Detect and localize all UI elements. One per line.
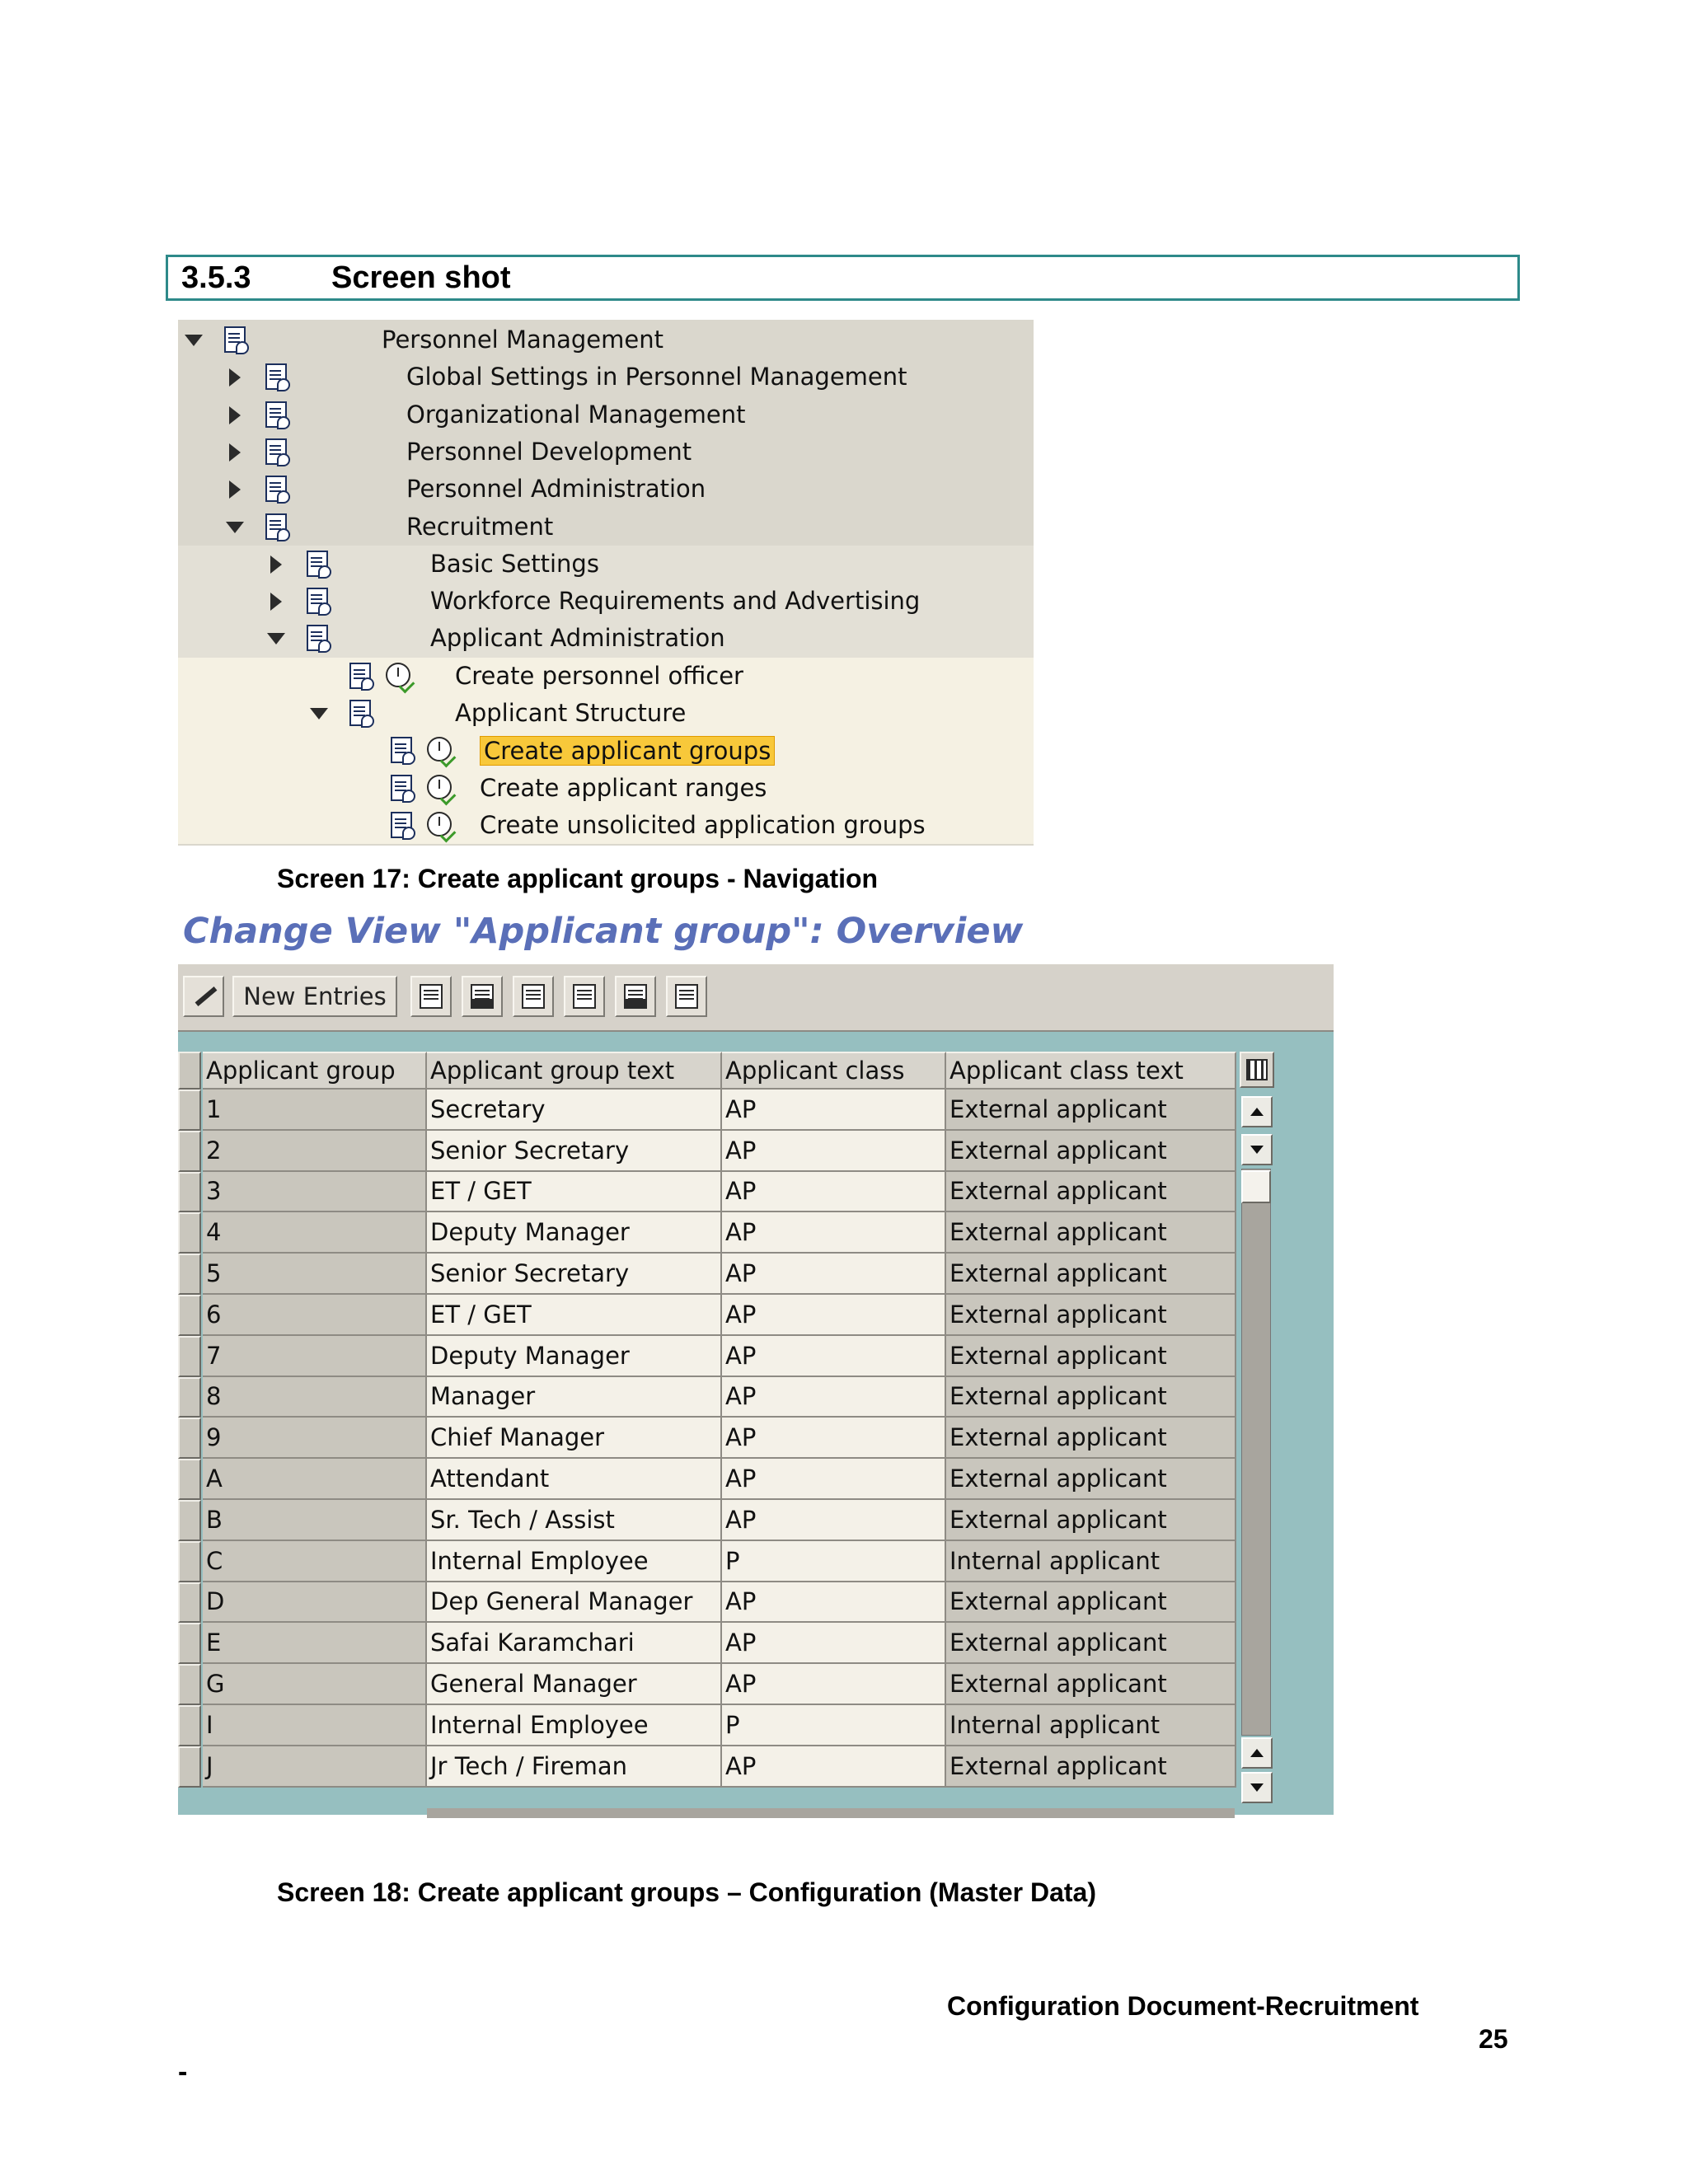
tree-node[interactable]: [178, 359, 1034, 396]
execute-activity-icon[interactable]: [427, 775, 452, 799]
cell-applicant-class-text: External applicant: [946, 1172, 1236, 1213]
row-select-cell[interactable]: [178, 1623, 201, 1664]
tree-node-label: Personnel Management: [382, 326, 663, 354]
cell-applicant-class-text: External applicant: [946, 1254, 1236, 1295]
row-select-cell[interactable]: [178, 1295, 201, 1336]
cell-applicant-group: 1: [203, 1090, 427, 1131]
page-down-button[interactable]: [1241, 1772, 1273, 1803]
cell-applicant-group: 8: [203, 1377, 427, 1418]
cell-applicant-group-text[interactable]: Safai Karamchari: [427, 1623, 722, 1664]
collapse-triangle-icon[interactable]: [310, 708, 328, 719]
expand-triangle-icon[interactable]: [270, 555, 282, 574]
caption-screen17: Screen 17: Create applicant groups - Navigation: [277, 864, 879, 893]
tree-node[interactable]: [178, 546, 1034, 583]
cell-applicant-class-text: External applicant: [946, 1377, 1236, 1418]
row-select-cell[interactable]: [178, 1500, 201, 1541]
horizontal-scrollbar[interactable]: [427, 1808, 1235, 1818]
tree-node[interactable]: [178, 471, 1034, 508]
cell-applicant-group-text[interactable]: Internal Employee: [427, 1705, 722, 1746]
cell-applicant-group-text[interactable]: Jr Tech / Fireman: [427, 1746, 722, 1788]
cell-applicant-class-text: External applicant: [946, 1623, 1236, 1664]
row-select-cell[interactable]: [178, 1459, 201, 1500]
cell-applicant-group-text[interactable]: ET / GET: [427, 1172, 722, 1213]
table-row: [178, 1131, 1278, 1172]
tree-node[interactable]: [178, 509, 1034, 546]
tree-node-label: Organizational Management: [406, 400, 746, 429]
row-select-cell[interactable]: [178, 1582, 201, 1624]
select-block-icon[interactable]: [615, 976, 656, 1017]
table-row: [178, 1336, 1278, 1377]
footer-doc-title: Configuration Document-Recruitment: [947, 1991, 1419, 2021]
tree-node[interactable]: [178, 695, 1034, 732]
new-entries-button[interactable]: New Entries: [232, 976, 397, 1017]
cell-applicant-group: 4: [203, 1212, 427, 1254]
documentation-icon[interactable]: [307, 551, 328, 577]
documentation-icon[interactable]: [307, 625, 328, 651]
execute-activity-icon[interactable]: [427, 812, 452, 837]
row-select-cell[interactable]: [178, 1377, 201, 1418]
table-row: [178, 1582, 1278, 1624]
cell-applicant-class-text: Internal applicant: [946, 1705, 1236, 1746]
tree-node[interactable]: [178, 583, 1034, 620]
cell-applicant-class-text: External applicant: [946, 1500, 1236, 1541]
cell-applicant-group-text[interactable]: Attendant: [427, 1459, 722, 1500]
row-select-cell[interactable]: [178, 1131, 201, 1172]
cell-applicant-class[interactable]: AP: [722, 1090, 946, 1131]
cell-applicant-group: 7: [203, 1336, 427, 1377]
scroll-up-button[interactable]: [1241, 1096, 1273, 1127]
documentation-icon[interactable]: [265, 513, 287, 540]
select-all-icon[interactable]: [564, 976, 605, 1017]
cell-applicant-class[interactable]: AP: [722, 1623, 946, 1664]
expand-triangle-icon[interactable]: [270, 593, 282, 611]
row-select-cell[interactable]: [178, 1212, 201, 1254]
table-row: [178, 1459, 1278, 1500]
column-settings-icon[interactable]: [1240, 1052, 1274, 1088]
cell-applicant-group-text[interactable]: Dep General Manager: [427, 1582, 722, 1624]
cell-applicant-group: 5: [203, 1254, 427, 1295]
tree-node[interactable]: [178, 321, 1034, 359]
cell-applicant-group: 6: [203, 1295, 427, 1336]
documentation-icon[interactable]: [391, 737, 412, 763]
cell-applicant-group: I: [203, 1705, 427, 1746]
tree-node-label: Create applicant groups: [480, 736, 775, 766]
cell-applicant-class-text: External applicant: [946, 1664, 1236, 1705]
cell-applicant-class[interactable]: AP: [722, 1418, 946, 1459]
cell-applicant-group-text[interactable]: ET / GET: [427, 1295, 722, 1336]
row-select-cell[interactable]: [178, 1254, 201, 1295]
tree-node-label: Basic Settings: [430, 549, 599, 578]
documentation-icon[interactable]: [349, 663, 371, 689]
cell-applicant-class[interactable]: AP: [722, 1212, 946, 1254]
footer-dash: -: [178, 2056, 188, 2088]
documentation-icon[interactable]: [307, 588, 328, 614]
table-row: [178, 1295, 1278, 1336]
cell-applicant-group: 2: [203, 1131, 427, 1172]
documentation-icon[interactable]: [265, 401, 287, 428]
table-row: [178, 1377, 1278, 1418]
cell-applicant-class[interactable]: AP: [722, 1582, 946, 1624]
tree-node-label: Applicant Structure: [455, 699, 687, 727]
page-up-button[interactable]: [1241, 1737, 1273, 1769]
table-row: [178, 1212, 1278, 1254]
table-row: [178, 1500, 1278, 1541]
table-header-row: [178, 1052, 1278, 1090]
cell-applicant-class-text: External applicant: [946, 1336, 1236, 1377]
col-header-applicant-group[interactable]: Applicant group: [203, 1052, 427, 1090]
cell-applicant-group: A: [203, 1459, 427, 1500]
row-select-cell[interactable]: [178, 1418, 201, 1459]
tree-node[interactable]: [178, 732, 1034, 769]
copy-icon[interactable]: [410, 976, 452, 1017]
tree-node-label: Create applicant ranges: [480, 773, 767, 802]
cell-applicant-group: 3: [203, 1172, 427, 1213]
cell-applicant-class-text: External applicant: [946, 1212, 1236, 1254]
table-row: [178, 1090, 1278, 1131]
row-select-cell[interactable]: [178, 1336, 201, 1377]
tree-node-label: Applicant Administration: [430, 624, 725, 653]
page-number: 25: [1479, 2024, 1508, 2054]
cell-applicant-class-text: External applicant: [946, 1131, 1236, 1172]
scroll-thumb[interactable]: [1241, 1170, 1271, 1203]
cell-applicant-group-text[interactable]: Deputy Manager: [427, 1336, 722, 1377]
row-select-cell[interactable]: [178, 1541, 201, 1582]
cell-applicant-class-text: External applicant: [946, 1418, 1236, 1459]
cell-applicant-group: E: [203, 1623, 427, 1664]
tree-node[interactable]: [178, 658, 1034, 695]
expand-triangle-icon[interactable]: [229, 480, 241, 499]
tree-node-label: Recruitment: [406, 512, 554, 541]
tree-node[interactable]: [178, 434, 1034, 471]
section-number: 3.5.3: [181, 260, 251, 295]
cell-applicant-class[interactable]: AP: [722, 1377, 946, 1418]
deselect-all-icon[interactable]: [666, 976, 707, 1017]
collapse-triangle-icon[interactable]: [267, 633, 285, 644]
cell-applicant-group-text[interactable]: Internal Employee: [427, 1541, 722, 1582]
section-heading: [166, 255, 1520, 301]
tree-node-label: Create unsolicited application groups: [480, 810, 926, 839]
cell-applicant-group: C: [203, 1541, 427, 1582]
cell-applicant-class[interactable]: AP: [722, 1746, 946, 1788]
expand-triangle-icon[interactable]: [229, 443, 241, 462]
cell-applicant-class-text: External applicant: [946, 1090, 1236, 1131]
tree-node-label: Personnel Administration: [406, 475, 706, 504]
execute-activity-icon[interactable]: [427, 737, 452, 762]
undo-icon[interactable]: [513, 976, 554, 1017]
execute-activity-icon[interactable]: [386, 663, 410, 687]
cell-applicant-group-text[interactable]: Secretary: [427, 1090, 722, 1131]
col-header-applicant-class[interactable]: Applicant class: [722, 1052, 946, 1090]
tree-node[interactable]: [178, 396, 1034, 434]
cell-applicant-class[interactable]: P: [722, 1705, 946, 1746]
cell-applicant-class-text: External applicant: [946, 1582, 1236, 1624]
row-select-cell[interactable]: [178, 1664, 201, 1705]
tree-node[interactable]: [178, 770, 1034, 807]
tree-node[interactable]: [178, 620, 1034, 657]
cell-applicant-group: J: [203, 1746, 427, 1788]
table-row: [178, 1254, 1278, 1295]
view-title: Change View "Applicant group": Overview: [183, 911, 1024, 952]
table-row: [178, 1746, 1278, 1788]
cell-applicant-class-text: External applicant: [946, 1459, 1236, 1500]
row-select-cell[interactable]: [178, 1090, 201, 1131]
table-row: [178, 1664, 1278, 1705]
col-header-applicant-class-text[interactable]: Applicant class text: [946, 1052, 1236, 1090]
cell-applicant-class[interactable]: AP: [722, 1254, 946, 1295]
caption-screen18: Screen 18: Create applicant groups – Configuration (Master Data): [277, 1877, 1096, 1907]
collapse-triangle-icon[interactable]: [226, 522, 244, 533]
cell-applicant-class[interactable]: AP: [722, 1336, 946, 1377]
cell-applicant-class[interactable]: AP: [722, 1172, 946, 1213]
delete-icon[interactable]: [462, 976, 503, 1017]
tree-node[interactable]: [178, 807, 1034, 844]
cell-applicant-class[interactable]: AP: [722, 1131, 946, 1172]
cell-applicant-class[interactable]: AP: [722, 1459, 946, 1500]
cell-applicant-class[interactable]: AP: [722, 1295, 946, 1336]
row-select-cell[interactable]: [178, 1172, 201, 1213]
table-row: [178, 1172, 1278, 1213]
table-row: [178, 1705, 1278, 1746]
cell-applicant-class-text: External applicant: [946, 1295, 1236, 1336]
img-navigation-tree: [178, 320, 1034, 846]
cell-applicant-group-text[interactable]: Senior Secretary: [427, 1131, 722, 1172]
select-all-cell[interactable]: [178, 1052, 201, 1090]
cell-applicant-class-text: Internal applicant: [946, 1541, 1236, 1582]
documentation-icon[interactable]: [391, 775, 412, 801]
row-select-cell[interactable]: [178, 1705, 201, 1746]
tree-node-label: Global Settings in Personnel Management: [406, 363, 907, 391]
cell-applicant-group-text[interactable]: Manager: [427, 1377, 722, 1418]
cell-applicant-class-text: External applicant: [946, 1746, 1236, 1788]
toolbar: [178, 964, 1334, 1032]
expand-triangle-icon[interactable]: [229, 368, 241, 387]
cell-applicant-group: B: [203, 1500, 427, 1541]
documentation-icon[interactable]: [224, 326, 246, 353]
cell-applicant-class[interactable]: AP: [722, 1500, 946, 1541]
row-select-cell[interactable]: [178, 1746, 201, 1788]
img-sap-table-view: [178, 964, 1334, 1815]
tree-node-label: Personnel Development: [406, 437, 692, 466]
documentation-icon[interactable]: [265, 363, 287, 390]
documentation-icon[interactable]: [265, 476, 287, 502]
table-row: [178, 1623, 1278, 1664]
cell-applicant-group-text[interactable]: Chief Manager: [427, 1418, 722, 1459]
table-row: [178, 1541, 1278, 1582]
section-title: Screen shot: [331, 260, 511, 295]
cell-applicant-group-text[interactable]: Senior Secretary: [427, 1254, 722, 1295]
documentation-icon[interactable]: [265, 438, 287, 465]
documentation-icon[interactable]: [391, 812, 412, 838]
scroll-down-button[interactable]: [1241, 1134, 1273, 1165]
cell-applicant-group-text[interactable]: Sr. Tech / Assist: [427, 1500, 722, 1541]
tree-node-label: Create personnel officer: [455, 661, 743, 690]
cell-applicant-group-text[interactable]: Deputy Manager: [427, 1212, 722, 1254]
table-row: [178, 1418, 1278, 1459]
tree-node-label: Workforce Requirements and Advertising: [430, 587, 921, 616]
expand-triangle-icon[interactable]: [229, 406, 241, 424]
cell-applicant-group: 9: [203, 1418, 427, 1459]
cell-applicant-group-text[interactable]: General Manager: [427, 1664, 722, 1705]
change-display-icon[interactable]: [183, 976, 224, 1017]
documentation-icon[interactable]: [349, 700, 371, 726]
cell-applicant-class[interactable]: AP: [722, 1664, 946, 1705]
cell-applicant-class[interactable]: P: [722, 1541, 946, 1582]
scroll-track[interactable]: [1241, 1169, 1271, 1736]
cell-applicant-group: D: [203, 1582, 427, 1624]
cell-applicant-group: G: [203, 1664, 427, 1705]
collapse-triangle-icon[interactable]: [185, 335, 203, 346]
col-header-applicant-group-text[interactable]: Applicant group text: [427, 1052, 722, 1090]
